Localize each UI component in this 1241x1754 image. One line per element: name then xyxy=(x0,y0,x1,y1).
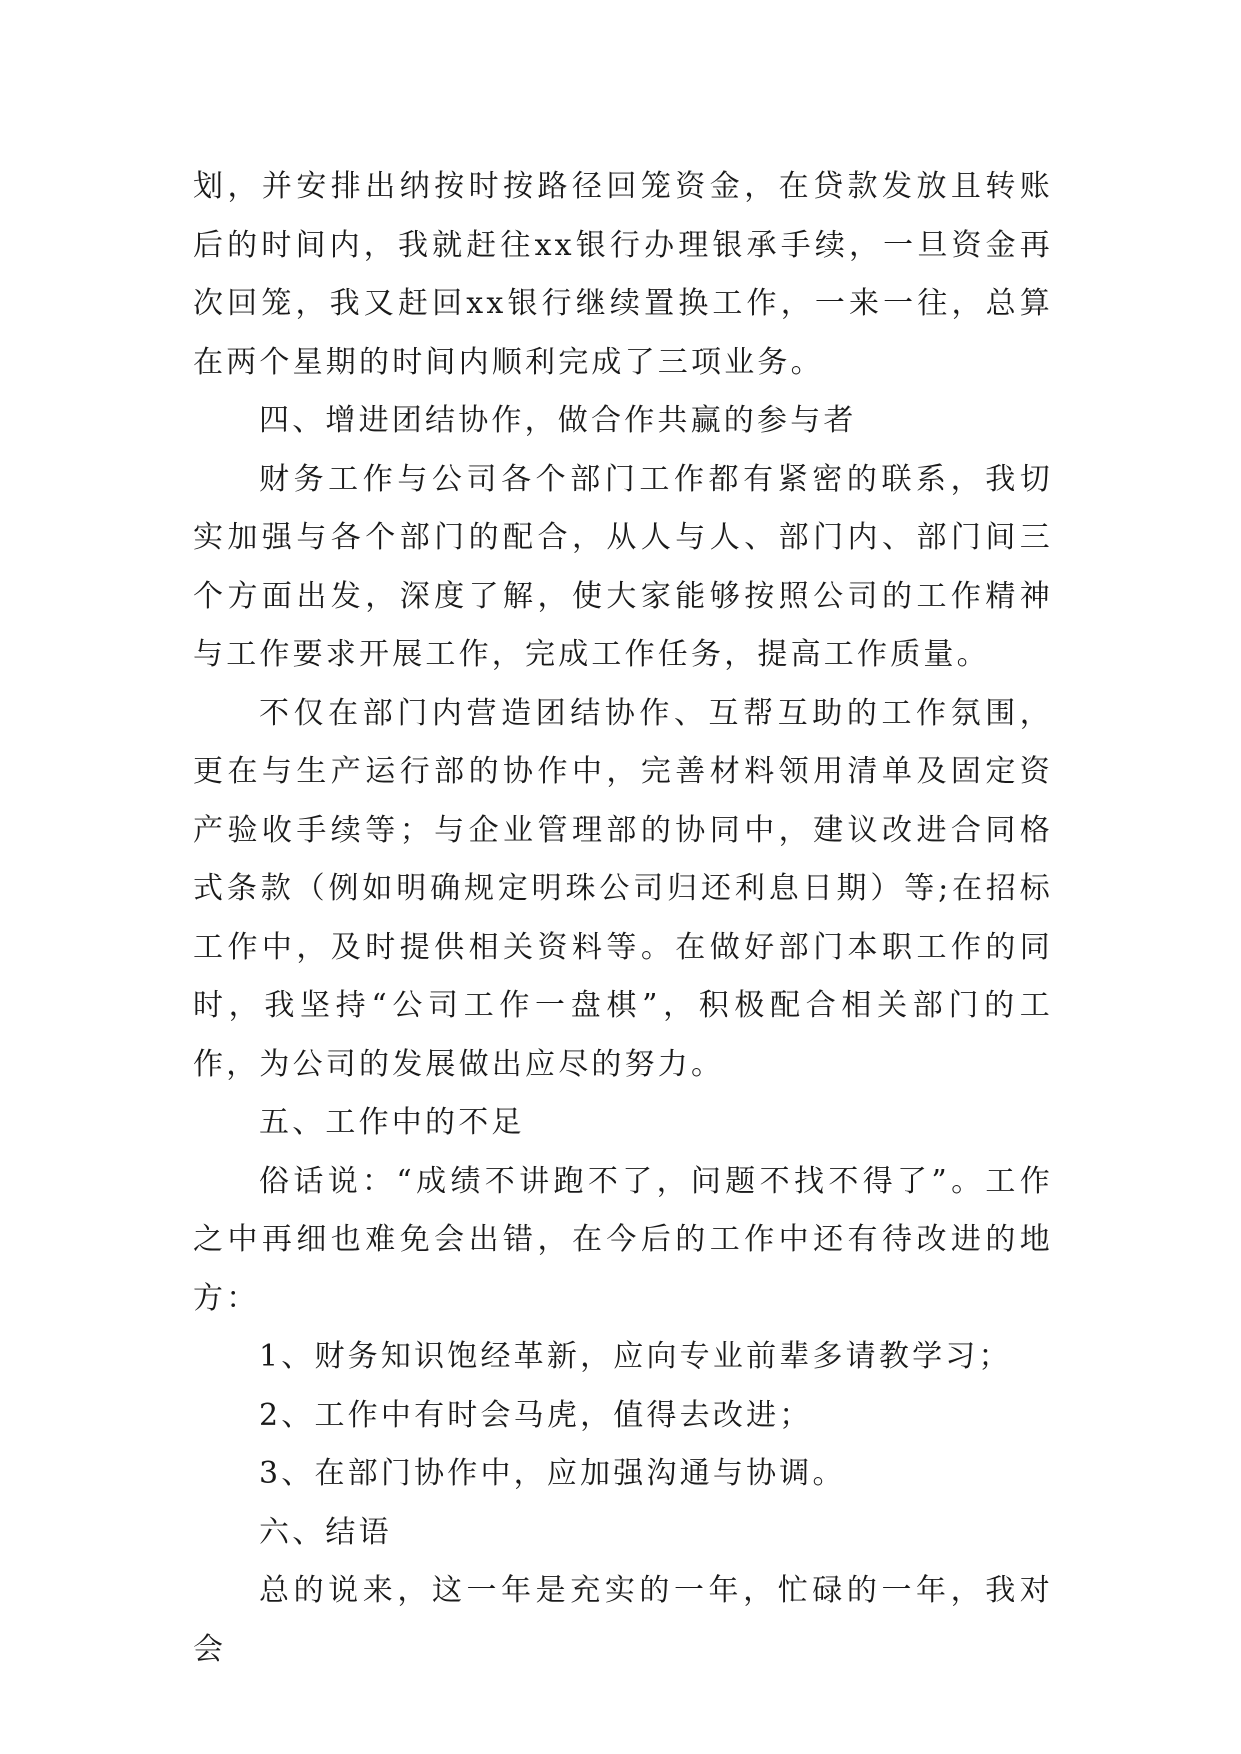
paragraph: 财务工作与公司各个部门工作都有紧密的联系，我切实加强与各个部门的配合，从人与人、部门内、部门间三个方面出发，深度了解，使大家能够按照公司的工作精神与工作要求开展工作，完成工作任务，提高工作质量。 xyxy=(193,461,1053,672)
section-heading-4: 四、增进团结协作，做合作共赢的参与者 xyxy=(259,403,857,438)
paragraph: 俗话说：“成绩不讲跑不了，问题不找不得了”。工作之中再细也难免会出错，在今后的工作中还有待改进的地方： xyxy=(193,1163,1053,1316)
list-item: 3、在部门协作中，应加强沟通与协调。 xyxy=(259,1456,846,1491)
section-heading-5: 五、工作中的不足 xyxy=(259,1105,525,1140)
paragraph: 不仅在部门内营造团结协作、互帮互助的工作氛围，更在与生产运行部的协作中，完善材料领用清单及固定资产验收手续等；与企业管理部的协同中，建议改进合同格式条款（例如明确规定明珠公司归还利息日期）等;在招标工作中，及时提供相关资料等。在做好部门本职工作的同时，我坚持“公司工作一盘棋”，积极配合相关部门的工作，为公司的发展做出应尽的努力。 xyxy=(193,695,1053,1082)
section-heading-6: 六、结语 xyxy=(259,1514,392,1550)
paragraph: 总的说来，这一年是充实的一年，忙碌的一年，我对会 xyxy=(193,1573,1053,1667)
paragraph-continuation: 划，并安排出纳按时按路径回笼资金，在贷款发放且转账后的时间内，我就赶往xx银行办理银承手续，一旦资金再次回笼，我又赶回xx银行继续置换工作，一来一往，总算在两个星期的时间内顺利完成了三项业务。 xyxy=(193,169,1053,380)
document-page xyxy=(193,158,1053,1679)
list-item: 1、财务知识饱经革新，应向专业前辈多请教学习； xyxy=(259,1339,1012,1374)
list-item: 2、工作中有时会马虎，值得去改进； xyxy=(259,1397,813,1433)
